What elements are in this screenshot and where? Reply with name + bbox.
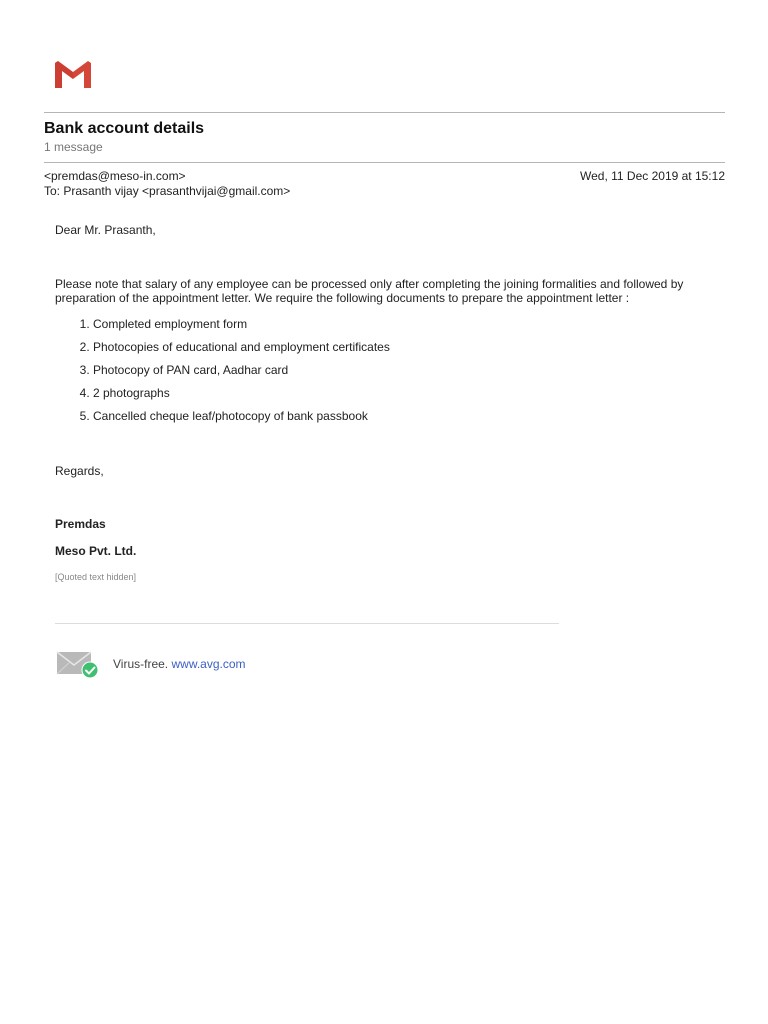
message-count: 1 message (44, 140, 103, 154)
list-item: 4. 2 photographs (93, 386, 390, 409)
list-item: 2. Photocopies of educational and employment certificates (93, 340, 390, 363)
email-subject: Bank account details (44, 120, 205, 137)
recipient-line: To: Prasanth vijay <prasanthvijai@gmail.com> (44, 184, 291, 198)
email-date: Wed, 11 Dec 2019 at 15:12 (580, 169, 725, 183)
email-greeting: Dear Mr. Prasanth, (55, 223, 156, 237)
gmail-logo-icon (52, 58, 94, 90)
virus-free-label: Virus-free. (113, 657, 169, 671)
virus-free-envelope-icon (56, 651, 100, 679)
email-paragraph: Please note that salary of any employee can be processed only after completing the joining formalities and followed by preparation of the appointment letter. We require the following documents to prepare the appointment letter : (55, 277, 684, 305)
email-closing: Regards, (55, 464, 104, 478)
sender-address: <premdas@meso-in.com> (44, 169, 186, 183)
list-item: 3. Photocopy of PAN card, Aadhar card (93, 363, 390, 386)
document-list (55, 317, 390, 432)
quoted-text-toggle[interactable]: [Quoted text hidden] (55, 572, 137, 582)
subject-divider (44, 162, 725, 163)
virus-free-notice (113, 657, 246, 671)
avg-link[interactable]: www.avg.com (171, 657, 246, 671)
signature-company: Meso Pvt. Ltd. (55, 544, 137, 558)
list-item: 5. Cancelled cheque leaf/photocopy of bank passbook (93, 409, 390, 432)
signature-divider (55, 623, 559, 624)
header-divider (44, 112, 725, 113)
signature-name: Premdas (55, 517, 106, 531)
list-item: 1. Completed employment form (93, 317, 390, 340)
